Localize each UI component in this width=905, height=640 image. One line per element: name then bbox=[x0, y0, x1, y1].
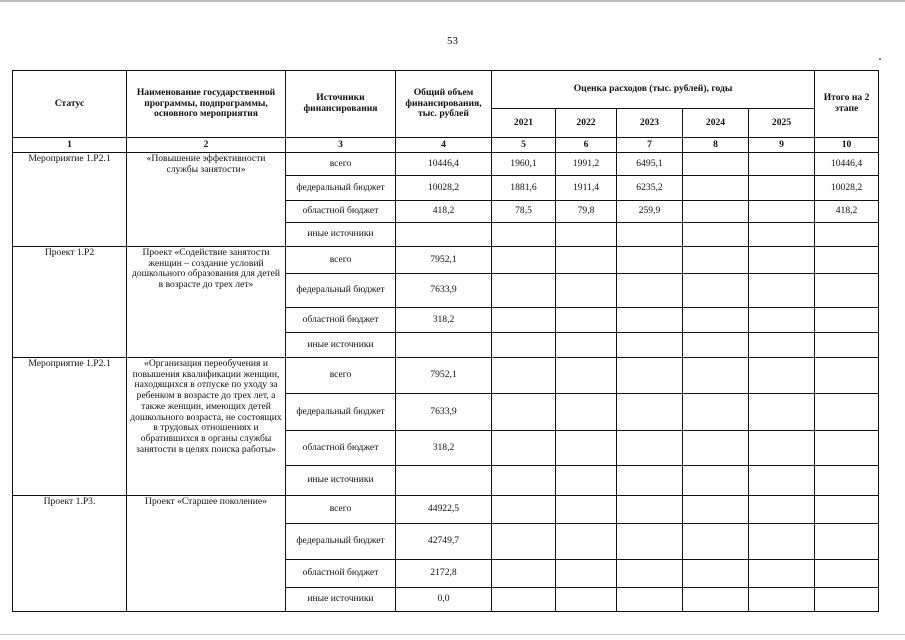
source-cell: областной бюджет bbox=[286, 201, 396, 223]
source-cell: иные источники bbox=[286, 466, 396, 496]
year-2023-cell: 259,9 bbox=[617, 201, 683, 223]
stage-total-cell bbox=[815, 394, 879, 431]
year-2021-cell: 1881,6 bbox=[492, 176, 556, 201]
year-2023-cell bbox=[617, 524, 683, 560]
year-2021-cell bbox=[492, 247, 556, 274]
year-2025-cell bbox=[749, 247, 815, 274]
year-2023-cell bbox=[617, 588, 683, 612]
source-cell: иные источники bbox=[286, 223, 396, 247]
header-year: 2021 bbox=[492, 109, 556, 138]
program-name-cell: Проект «Старшее поколение» bbox=[127, 496, 286, 612]
year-2021-cell bbox=[492, 308, 556, 333]
source-cell: федеральный бюджет bbox=[286, 274, 396, 308]
year-2024-cell bbox=[683, 358, 749, 394]
status-cell: Проект 1.Р2 bbox=[13, 247, 127, 358]
year-2025-cell bbox=[749, 560, 815, 588]
total-cell: 0,0 bbox=[396, 588, 492, 612]
year-2024-cell bbox=[683, 560, 749, 588]
year-2022-cell bbox=[556, 524, 617, 560]
total-cell: 2172,8 bbox=[396, 560, 492, 588]
year-2022-cell: 1991,2 bbox=[556, 153, 617, 176]
stage-total-cell: 10028,2 bbox=[815, 176, 879, 201]
year-2021-cell bbox=[492, 466, 556, 496]
year-2025-cell bbox=[749, 588, 815, 612]
status-cell: Проект 1.Р3. bbox=[13, 496, 127, 612]
stage-total-cell bbox=[815, 308, 879, 333]
total-cell bbox=[396, 466, 492, 496]
year-2022-cell bbox=[556, 466, 617, 496]
source-cell: федеральный бюджет bbox=[286, 524, 396, 560]
year-2022-cell bbox=[556, 560, 617, 588]
stage-total-cell bbox=[815, 274, 879, 308]
stage-total-cell bbox=[815, 431, 879, 466]
total-cell: 44922,5 bbox=[396, 496, 492, 524]
year-2021-cell bbox=[492, 524, 556, 560]
total-cell: 318,2 bbox=[396, 431, 492, 466]
table-row bbox=[13, 496, 879, 524]
source-cell: иные источники bbox=[286, 333, 396, 358]
year-2021-cell bbox=[492, 223, 556, 247]
header-year: 2024 bbox=[683, 109, 749, 138]
year-2024-cell bbox=[683, 308, 749, 333]
year-2024-cell bbox=[683, 223, 749, 247]
year-2022-cell: 1911,4 bbox=[556, 176, 617, 201]
year-2021-cell: 1960,1 bbox=[492, 153, 556, 176]
column-number: 7 bbox=[617, 138, 683, 153]
year-2025-cell bbox=[749, 431, 815, 466]
year-2023-cell bbox=[617, 431, 683, 466]
year-2021-cell bbox=[492, 333, 556, 358]
year-2021-cell bbox=[492, 358, 556, 394]
source-cell: областной бюджет bbox=[286, 560, 396, 588]
header-year: 2025 bbox=[749, 109, 815, 138]
header-estimate: Оценка расходов (тыс. рублей), годы bbox=[492, 71, 815, 109]
year-2021-cell bbox=[492, 496, 556, 524]
stage-total-cell bbox=[815, 247, 879, 274]
year-2024-cell bbox=[683, 153, 749, 176]
table-row bbox=[13, 153, 879, 176]
source-cell: иные источники bbox=[286, 588, 396, 612]
year-2024-cell bbox=[683, 431, 749, 466]
year-2022-cell bbox=[556, 496, 617, 524]
column-number: 10 bbox=[815, 138, 879, 153]
year-2023-cell bbox=[617, 274, 683, 308]
year-2024-cell bbox=[683, 524, 749, 560]
column-number: 2 bbox=[127, 138, 286, 153]
year-2025-cell bbox=[749, 176, 815, 201]
scan-bottom-edge bbox=[0, 634, 905, 635]
year-2022-cell: 79,8 bbox=[556, 201, 617, 223]
scan-top-edge bbox=[0, 0, 905, 2]
year-2024-cell bbox=[683, 333, 749, 358]
status-cell: Мероприятие 1.Р2.1 bbox=[13, 153, 127, 247]
header-sources: Источники финансирования bbox=[286, 71, 396, 138]
page-number: 53 bbox=[447, 35, 458, 47]
year-2025-cell bbox=[749, 333, 815, 358]
year-2023-cell: 6235,2 bbox=[617, 176, 683, 201]
year-2021-cell bbox=[492, 274, 556, 308]
year-2023-cell bbox=[617, 247, 683, 274]
total-cell: 42749,7 bbox=[396, 524, 492, 560]
year-2024-cell bbox=[683, 588, 749, 612]
total-cell: 7633,9 bbox=[396, 274, 492, 308]
year-2023-cell bbox=[617, 466, 683, 496]
program-name-cell: «Повышение эффективности службы занятости» bbox=[127, 153, 286, 247]
column-number: 8 bbox=[683, 138, 749, 153]
total-cell: 7952,1 bbox=[396, 247, 492, 274]
source-cell: всего bbox=[286, 358, 396, 394]
year-2021-cell: 78,5 bbox=[492, 201, 556, 223]
source-cell: федеральный бюджет bbox=[286, 176, 396, 201]
year-2024-cell bbox=[683, 201, 749, 223]
year-2025-cell bbox=[749, 308, 815, 333]
stage-total-cell bbox=[815, 524, 879, 560]
program-name-cell: Проект «Содействие занятости женщин – создание условий дошкольного образования для детей в возрасте до трех лет» bbox=[127, 247, 286, 358]
table-row bbox=[13, 358, 879, 394]
year-2025-cell bbox=[749, 358, 815, 394]
stage-total-cell bbox=[815, 333, 879, 358]
year-2022-cell bbox=[556, 394, 617, 431]
year-2022-cell bbox=[556, 223, 617, 247]
year-2023-cell bbox=[617, 394, 683, 431]
year-2025-cell bbox=[749, 394, 815, 431]
stage-total-cell bbox=[815, 496, 879, 524]
year-2025-cell bbox=[749, 466, 815, 496]
year-2025-cell bbox=[749, 496, 815, 524]
year-2023-cell bbox=[617, 496, 683, 524]
source-cell: федеральный бюджет bbox=[286, 394, 396, 431]
year-2023-cell bbox=[617, 333, 683, 358]
year-2024-cell bbox=[683, 176, 749, 201]
total-cell: 10446,4 bbox=[396, 153, 492, 176]
scan-speck bbox=[879, 58, 881, 60]
year-2023-cell bbox=[617, 358, 683, 394]
source-cell: всего bbox=[286, 247, 396, 274]
year-2025-cell bbox=[749, 153, 815, 176]
year-2022-cell bbox=[556, 358, 617, 394]
total-cell bbox=[396, 223, 492, 247]
header-status: Статус bbox=[13, 71, 127, 138]
stage-total-cell bbox=[815, 223, 879, 247]
source-cell: всего bbox=[286, 496, 396, 524]
stage-total-cell bbox=[815, 560, 879, 588]
source-cell: всего bbox=[286, 153, 396, 176]
total-cell: 418,2 bbox=[396, 201, 492, 223]
total-cell: 7952,1 bbox=[396, 358, 492, 394]
year-2021-cell bbox=[492, 394, 556, 431]
year-2025-cell bbox=[749, 524, 815, 560]
year-2022-cell bbox=[556, 588, 617, 612]
year-2021-cell bbox=[492, 588, 556, 612]
column-number: 1 bbox=[13, 138, 127, 153]
year-2023-cell bbox=[617, 560, 683, 588]
year-2025-cell bbox=[749, 223, 815, 247]
column-number: 3 bbox=[286, 138, 396, 153]
year-2022-cell bbox=[556, 333, 617, 358]
total-cell bbox=[396, 333, 492, 358]
stage-total-cell: 418,2 bbox=[815, 201, 879, 223]
year-2022-cell bbox=[556, 308, 617, 333]
stage-total-cell: 10446,4 bbox=[815, 153, 879, 176]
year-2025-cell bbox=[749, 274, 815, 308]
stage-total-cell bbox=[815, 466, 879, 496]
year-2024-cell bbox=[683, 274, 749, 308]
year-2022-cell bbox=[556, 247, 617, 274]
header-year: 2023 bbox=[617, 109, 683, 138]
header-year: 2022 bbox=[556, 109, 617, 138]
source-cell: областной бюджет bbox=[286, 308, 396, 333]
source-cell: областной бюджет bbox=[286, 431, 396, 466]
year-2025-cell bbox=[749, 201, 815, 223]
budget-table bbox=[12, 70, 879, 612]
year-2023-cell: 6495,1 bbox=[617, 153, 683, 176]
status-cell: Мероприятие 1.Р2.1 bbox=[13, 358, 127, 496]
header-stage-total: Итого на 2 этапе bbox=[815, 71, 879, 138]
total-cell: 7633,9 bbox=[396, 394, 492, 431]
total-cell: 318,2 bbox=[396, 308, 492, 333]
year-2024-cell bbox=[683, 394, 749, 431]
year-2023-cell bbox=[617, 308, 683, 333]
stage-total-cell bbox=[815, 358, 879, 394]
column-number: 4 bbox=[396, 138, 492, 153]
column-number: 6 bbox=[556, 138, 617, 153]
stage-total-cell bbox=[815, 588, 879, 612]
year-2024-cell bbox=[683, 496, 749, 524]
year-2023-cell bbox=[617, 223, 683, 247]
program-name-cell: «Организация переобучения и повышения квалификации женщин, находящихся в отпуске по уходу за ребенком в возрасте до трех лет, а также женщин, имеющих детей дошкольного возраста, не состоящих в трудовых отношениях и обратившихся в органы службы занятости в целях поиска работы» bbox=[127, 358, 286, 496]
header-name: Наименование государственной программы, подпрограммы, основного мероприятия bbox=[127, 71, 286, 138]
year-2022-cell bbox=[556, 274, 617, 308]
header-total: Общий объем финансирования, тыс. рублей bbox=[396, 71, 492, 138]
year-2021-cell bbox=[492, 560, 556, 588]
column-number: 9 bbox=[749, 138, 815, 153]
table-row bbox=[13, 247, 879, 274]
year-2021-cell bbox=[492, 431, 556, 466]
total-cell: 10028,2 bbox=[396, 176, 492, 201]
year-2024-cell bbox=[683, 247, 749, 274]
column-number: 5 bbox=[492, 138, 556, 153]
year-2022-cell bbox=[556, 431, 617, 466]
year-2024-cell bbox=[683, 466, 749, 496]
